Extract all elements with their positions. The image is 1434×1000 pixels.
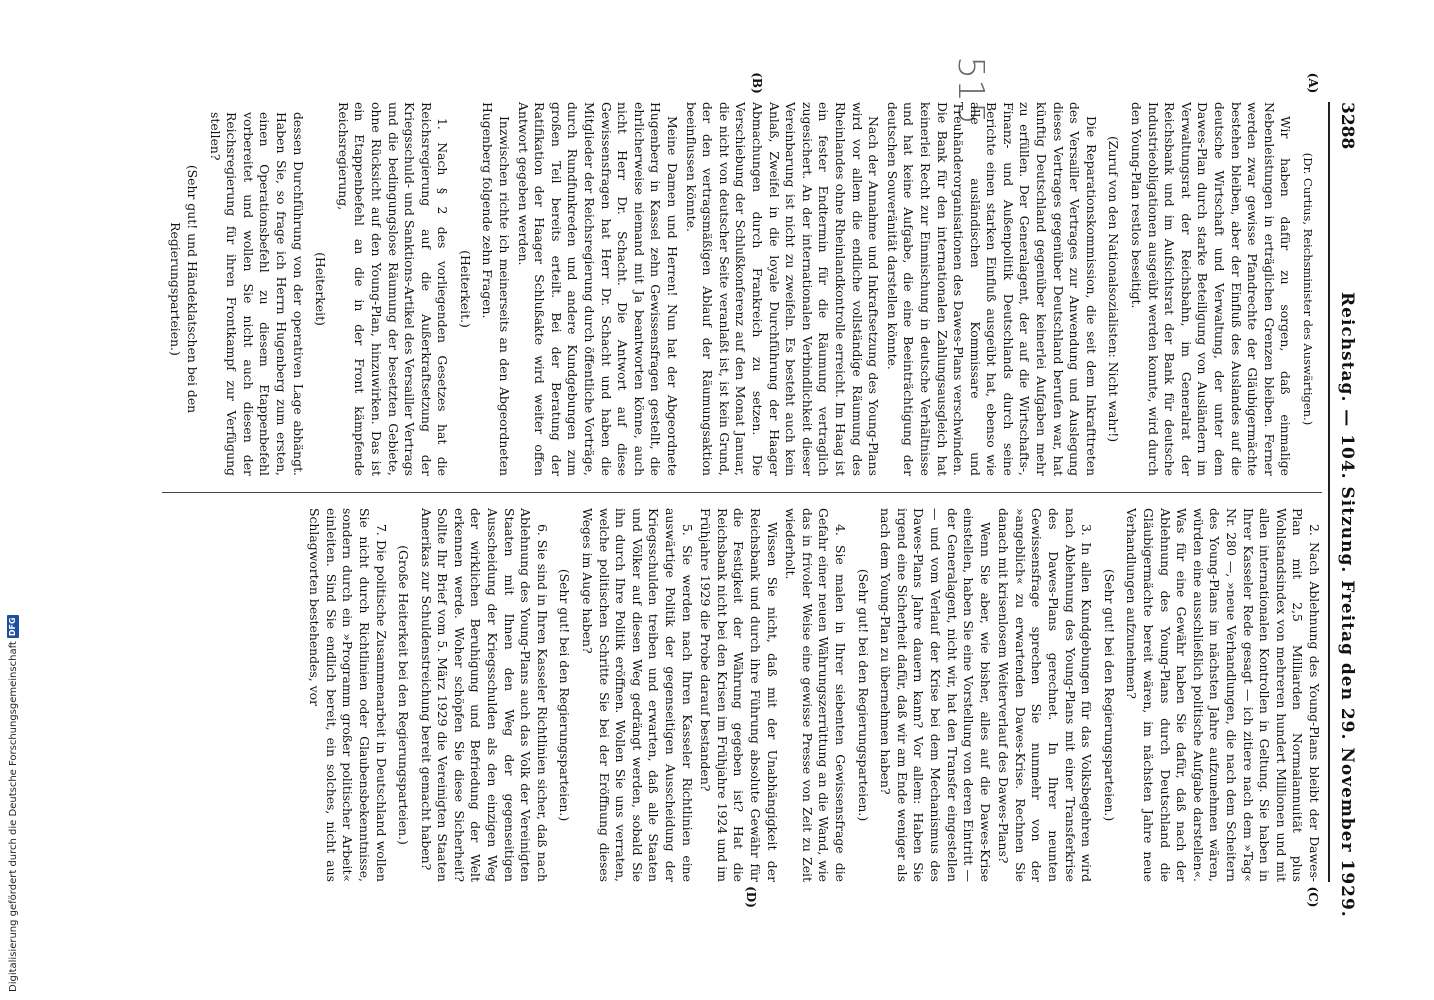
audience-reaction: (Sehr gut! bei den Regierungsparteien.) bbox=[855, 568, 871, 822]
left-column bbox=[122, 102, 1322, 476]
question-6: 6. Sie sind in Ihren Kasseler Richtlinien sicher, daß nach Ablehnung des Young-Plans auch das Volk der Vereinigten Staaten mit Ihnen den Weg der gegenseitigen Ausscheidung der Kriegsschulden als den einzigen Weg der wirklichen Beruhigung und Befriedung der Welt erkennen werde. Woher schöpfen Sie diese Sicherheit? Sollte Ihr Brief vom 5. März 1929 die Vereinigten Staaten Amerikas zur Schuldenstreichung bereit gemacht haben? bbox=[418, 508, 550, 882]
audience-reaction: (Sehr gut! und Händeklatschen bei den Regierungsparteien.) bbox=[168, 164, 200, 414]
paragraph: dessen Durchführung von der operativen Lage abhängt. Haben Sie, so frage ich Herrn Hugenberg zum ersten, einen Operationsbefehl zu diesem Etappenbefehl vorbereitet und wollen Sie nicht auch diesen der Reichsregierung für ihren Frontkampf zur Verfügung stellen? bbox=[207, 112, 306, 476]
column-divider bbox=[162, 492, 1322, 493]
question-7: 7. Die politische Zusammenarbeit in Deutschland wollen Sie nicht durch Richtlinien oder Glaubensbekenntnisse, sondern durch ein »Programm großer politischer Arbeit« einleiten. Sind Sie endlich bereit, ein solches, nicht aus Schlagworten bestehendes, vor bbox=[307, 508, 389, 882]
audience-reaction: (Sehr gut! bei den Regierungsparteien.) bbox=[1101, 568, 1117, 822]
dfg-logo: DFG bbox=[8, 617, 17, 637]
audience-reaction: (Heiterkeit.) bbox=[457, 250, 473, 328]
question-1: 1. Nach § 2 des vorliegenden Gesetzes hat die Reichsregierung auf die Außerkraftsetzung der Kriegsschuld- und Sanktions-Artikel des Versailler Vertrags und die bedingungslose Räumung der besetzten Gebiete, ohne Rücksicht auf den Young-Plan, hinzuwirken. Das ist ein Etappenbefehl an die in der Front kämpfende Reichsregierung, bbox=[335, 102, 451, 476]
question-5: 5. Sie werden nach Ihren Kasseler Richtlinien eine auswärtige Politik der gegenseitigen Ausscheidung der Kriegsschulden treiben und erwarten, daß alle Staaten und Völker auf diesen Weg gedrängt werden, sobald Sie ihn durch Ihre Politik eröffnen. Wollen Sie uns verraten, welche politischen Schritte Sie bei der Eröffnung dieses Weges im Auge haben? bbox=[580, 508, 695, 882]
paragraph: Nach der Annahme und Inkraftsetzung des Young-Plans wird vor allem die endliche vollständige Räumung des Rheinlandes ohne Rheinlandkontrolle erreicht. Im Haag ist ein fester Endtermin für die Räumung vertraglich zugesichert. An der internationalen Verbindlichkeit dieser Vereinbarung ist nicht zu zweifeln. Es besteht auch kein Anlaß, Zweifel in die loyale Durchführung der Haager Abmachungen durch Frankreich zu setzen. Die Verschiebung der Schlußkonferenz auf den Monat Januar, die nicht von deutscher Seite veranlaßt ist, ist kein Grund, der den vertragsmäßigen Ablauf der Räumungsaktion beeinflussen könnte. bbox=[683, 102, 882, 476]
audience-reaction: (Große Heiterkeit bei den Regierungsparteien.) bbox=[396, 545, 412, 845]
question-4: 4. Sie malen in Ihrer siebenten Gewissensfrage die Gefahr einer neuen Währungszerrüttung an die Wand, wie das in frivoler Weise eine gewisse Presse von Zeit zu Zeit wiederholt. bbox=[783, 508, 848, 882]
running-title: Reichstag. — 104. Sitzung. Freitag den 29. November 1929. bbox=[1337, 292, 1357, 918]
interjection: (Zuruf von den Nationalsozialisten: Nicht wahr!) bbox=[1106, 135, 1122, 443]
paragraph: Die Reparationskommission, die seit dem Inkrafttreten des Versailler Vertrages zur Anwendung und Auslegung dieses Vertrages gegenüber Deutschland berufen war, hat künftig Deutschland gegenüber keinerlei Aufgaben mehr zu erfüllen. Der Generalagent, der auf die Wirtschafts-, Finanz- und Außenpolitik Deutschlands durch seine Berichte einen starken Einfluß ausgeübt hat, ebenso wie alle ausländischen Kommissare und Treuhänderorganisationen des Dawes-Plans verschwinden. Die Bank für den internationalen Zahlungsausgleich hat keinerlei Recht zur Einmischung in deutsche Verhältnisse und hat keine Aufgabe, die eine Beeinträchtigung der deutschen Souveränität darstellen könnte. bbox=[884, 102, 1099, 476]
digitization-credit-text: Digitalisierung gefördert durch die Deutsche Forschungsgemeinschaft bbox=[8, 641, 19, 992]
digitization-credit bbox=[6, 600, 22, 992]
document-page bbox=[84, 66, 1374, 918]
margin-marker-d: (D) bbox=[744, 886, 758, 908]
paragraph: Wenn Sie aber, wie bisher, alles auf die Dawes-Krise einstellen, haben Sie eine Vorstellung von deren Eintritt — der Generalagent, nicht wir, hat den Transfer eingestellen — und vom Verlauf der Krise bei dem Mechanismus des Dawes-Plans Jahre dauern kann? Vor allem: Haben Sie irgend eine Sicherheit dafür, daß wir am Ende weniger als nach dem Young-Plan zu übernehmen haben? bbox=[878, 508, 993, 882]
margin-marker-a: (A) bbox=[1306, 72, 1320, 94]
audience-reaction: (Sehr gut! bei den Regierungsparteien.) bbox=[557, 568, 573, 822]
paragraph: Wir haben dafür zu sorgen, daß einmalige Nebenleistungen in erträglichen Grenzen bleiben. Ferner werden zwar gewisse Pfandrechte der Gläubigermächte bestehen bleiben, aber der Einfluß des Auslandes auf die deutsche Wirtschaft und Verwaltung, der unter dem Dawes-Plan durch starke Beteiligung von Ausländern im Verwaltungsrat der Reichsbahn, im Generalrat der Reichsbank und im Aufsichtsrat der Bank für deutsche Industrieobligationen ausgeübt werden konnte, wird durch den Young-Plan restlos beseitigt. bbox=[1129, 102, 1294, 476]
paragraph: Wissen Sie nicht, daß mit der Unabhängigkeit der Reichsbank und durch ihre Führung absolute Gewähr für die Festigkeit der Währung gegeben ist? Hat die Reichsbank nicht bei den Krisen im Frühjahre 1924 und im Frühjahre 1929 die Probe darauf bestanden? bbox=[698, 508, 780, 882]
margin-marker-b: (B) bbox=[750, 72, 764, 94]
question-2: 2. Nach Ablehnung des Young-Plans bleibt der Dawes-Plan mit 2,5 Milliarden Normalannuität plus Wohlstandsindex von mehreren hundert Millionen und mit allen internationalen Kontrollen in Geltung. Sie haben in Ihrer Kasseler Rede gesagt — ich zitiere nach dem »Tag« Nr. 280 —, »neue Verhandlungen, die nach dem Scheitern des Young-Plans im nächsten Jahre aufzunehmen wären, würden eine ausschließlich politische Aufgabe darstellen«. Was für eine Gewähr haben Sie dafür, daß nach der Ablehnung des Young-Plans durch Deutschland die Gläubigermächte bereit wären, im nächsten Jahre neue Verhandlungen aufzunehmen? bbox=[1124, 508, 1322, 882]
page-header bbox=[1334, 102, 1360, 918]
paragraph: Inzwischen richte ich meinerseits an den Abgeordneten Hugenberg folgende zehn Fragen. bbox=[480, 102, 513, 476]
speaker-note: (Dr. Curtius, Reichsminister des Auswärtigen.) bbox=[1301, 152, 1315, 426]
page-number: 3288 bbox=[1337, 102, 1357, 150]
margin-marker-c: (C) bbox=[1306, 886, 1320, 908]
header-rule bbox=[1328, 102, 1330, 882]
question-3: 3. In allen Kundgebungen für das Volksbegehren wird nach Ablehnung des Young-Plans mit einer Transferkrise des Dawes-Plans gerechnet. In Ihrer neunten Gewissensfrage sprechen Sie nunmehr von der »angeblich« zu erwartenden Dawes-Krise. Rechnen Sie danach mit krisenlosem Weiterverlauf des Dawes-Plans? bbox=[996, 508, 1095, 882]
page-stamp-text: 515 bbox=[949, 56, 991, 125]
right-column bbox=[122, 508, 1322, 882]
audience-reaction: (Heiterkeit) bbox=[313, 252, 329, 326]
paragraph: Meine Damen und Herren! Nun hat der Abgeordnete Hugenberg in Kassel zehn Gewissensfragen gestellt, die ehrlicherweise niemand mit Ja beantworten könne, auch nicht Herr Dr. Schacht. Die Antwort auf diese Gewissensfragen hat Herr Dr. Schacht und haben die Mitglieder der Reichsregierung durch öffentliche Vorträge, durch Rundfunkreden und andere Kundgebungen zum großen Teil bereits erteilt. Bei der Beratung der Ratifikation der Haager Schlußakte wird weiter offen Antwort gegeben werden. bbox=[515, 102, 681, 476]
